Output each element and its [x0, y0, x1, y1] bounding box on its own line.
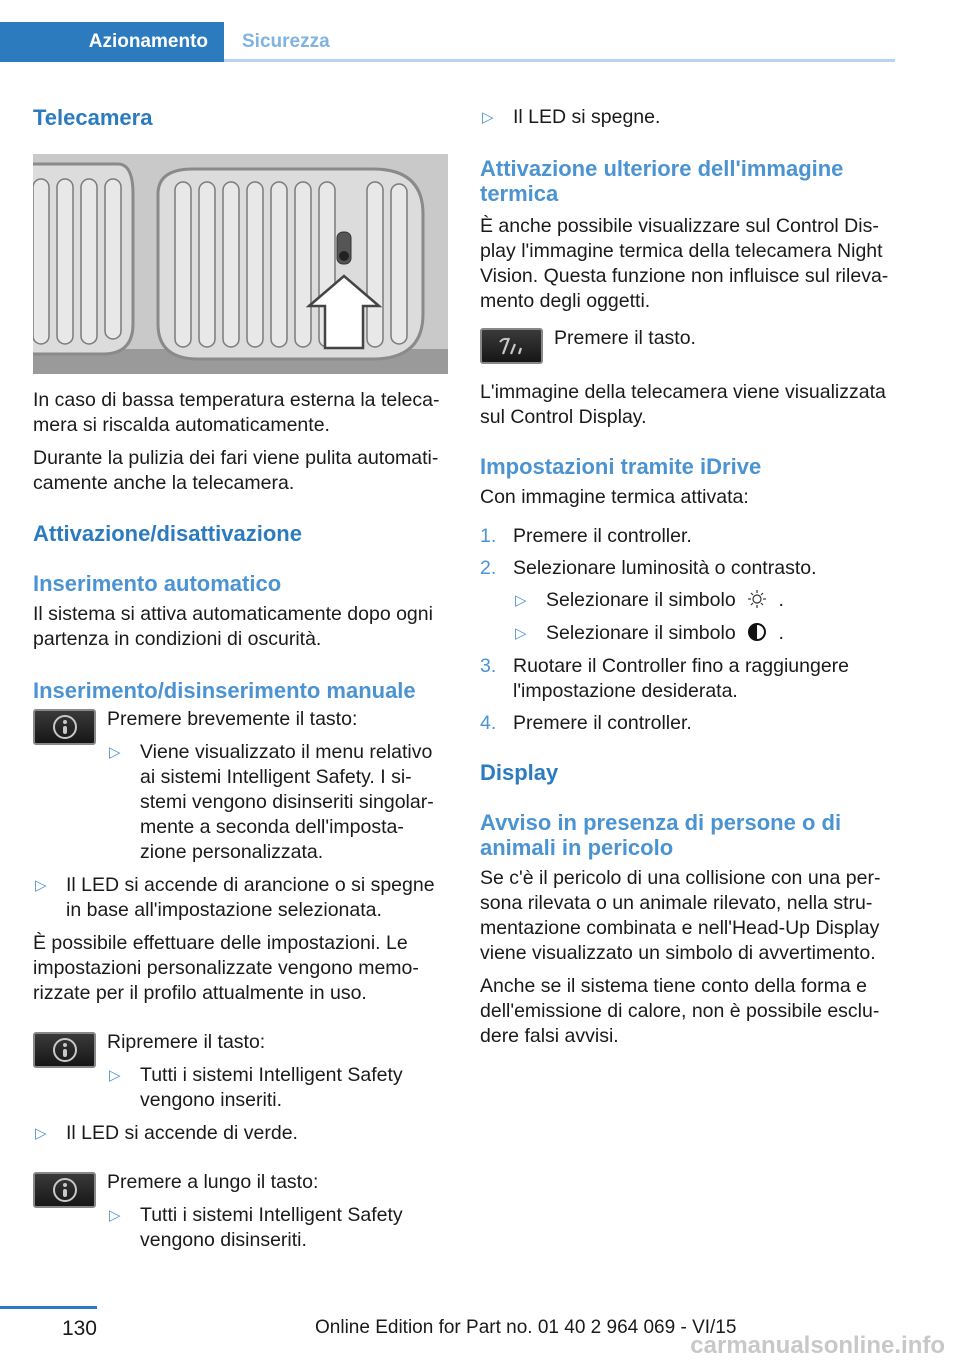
list-item: 3. Ruotare il Controller fino a raggiungere l'impostazione desiderata.	[480, 655, 850, 702]
triangle-right-icon: ▷	[109, 744, 121, 761]
triangle-right-icon: ▷	[482, 109, 494, 126]
heading-idrive: Impostazioni tramite iDrive	[480, 454, 762, 479]
safety-info-icon	[52, 714, 78, 740]
control-block-press-again	[33, 1030, 448, 1121]
paragraph-idrive: Con immagine termica attivata:	[480, 486, 749, 508]
tab-azionamento[interactable]: Azionamento	[0, 22, 224, 62]
press-long-text: Premere a lungo il tasto:	[107, 1171, 319, 1193]
heading-activation: Attivazione/disattivazione	[33, 521, 302, 546]
control-block-long-press	[33, 1170, 448, 1261]
paragraph-camera-heating: In caso di bassa temperatura esterna la teleca‐mera si riscalda automaticamente.	[33, 389, 440, 436]
press-again-text: Ripremere il tasto:	[107, 1031, 266, 1053]
night-vision-icon	[497, 334, 527, 358]
control-block-night-vision	[480, 326, 895, 364]
paragraph-form: Anche se il sistema tiene conto della forma e dell'emissione di calore, non è possibile esclu‐dere falsi avvisi.	[480, 975, 880, 1047]
list-item: ▷ Selezionare il simbolo .	[515, 622, 784, 644]
triangle-right-icon: ▷	[35, 1125, 47, 1142]
night-vision-button[interactable]	[480, 328, 543, 364]
heading-display: Display	[480, 760, 559, 785]
tab-underline	[224, 59, 895, 62]
triangle-right-icon: ▷	[109, 1067, 121, 1084]
triangle-right-icon: ▷	[109, 1207, 121, 1224]
list-item: ▷ Selezionare il simbolo .	[515, 589, 784, 611]
chapter-tabs	[0, 0, 895, 62]
heading-warning: Avviso in presenza di persone o di animali in pericolo	[480, 810, 842, 860]
triangle-right-icon: ▷	[515, 625, 527, 642]
page-number: 130	[61, 1317, 97, 1340]
list-item: ▷ Il LED si spegne.	[482, 106, 661, 128]
heading-further-activation: Attivazione ulteriore dell'immagine termica	[480, 156, 844, 206]
intelligent-safety-button[interactable]	[33, 1032, 96, 1068]
paragraph-auto: Il sistema si attiva automaticamente dopo ogni partenza in condizioni di oscurità.	[33, 603, 433, 650]
list-item: ▷ Il LED si accende di arancione o si spegne in base all'impostazione selezionata.	[35, 874, 435, 921]
list-item: ▷ Tutti i sistemi Intelligent Safety vengono inseriti.	[109, 1064, 403, 1111]
brightness-icon	[745, 590, 769, 608]
heading-manual: Inserimento/disinserimento manuale	[33, 678, 416, 703]
paragraph-camera-cleaning: Durante la pulizia dei fari viene pulita automati‐camente anche la telecamera.	[33, 447, 439, 494]
edition-text: Online Edition for Part no. 01 40 2 964 069 - VI/15	[315, 1317, 737, 1338]
control-block-short-press	[33, 707, 448, 873]
safety-info-icon	[52, 1037, 78, 1063]
triangle-right-icon: ▷	[35, 877, 47, 894]
list-item: ▷ Il LED si accende di verde.	[35, 1122, 298, 1144]
list-item: 2. Selezionare luminosità o contrasto.	[480, 557, 817, 579]
list-item: 4. Premere il controller.	[480, 712, 692, 734]
heading-auto: Inserimento automatico	[33, 571, 282, 596]
paragraph-further: È anche possibile visualizzare sul Control Dis‐play l'immagine termica della telecamera Night Vision. Questa funzione non influisce sul rileva‐mento degli oggetti.	[480, 215, 889, 312]
intelligent-safety-button[interactable]	[33, 709, 96, 745]
camera-grille-illustration	[33, 154, 448, 374]
intelligent-safety-button[interactable]	[33, 1172, 96, 1208]
left-column	[33, 95, 448, 1261]
tab-sicurezza[interactable]: Sicurezza	[242, 31, 330, 52]
paragraph-settings: È possibile effettuare delle impostazioni. Le impostazioni personalizzate vengono memo‐rizzate per il profilo attualmente in uso.	[33, 932, 419, 1004]
heading-telecamera: Telecamera	[33, 105, 153, 130]
list-item: 1. Premere il controller.	[480, 525, 692, 547]
press-key-text: Premere il tasto.	[554, 327, 696, 349]
footer-rule	[0, 1306, 97, 1309]
triangle-right-icon: ▷	[515, 592, 527, 609]
paragraph-warning: Se c'è il pericolo di una collisione con una per‐sona rilevata o un animale rilevato, nella stru‐mentazione combinata e nell'Head-Up Display viene visualizzato un simbolo di avvertimento.	[480, 867, 881, 964]
paragraph-displayed: L'immagine della telecamera viene visualizzata sul Control Display.	[480, 381, 886, 428]
safety-info-icon	[52, 1177, 78, 1203]
list-item: ▷ Viene visualizzato il menu relativo ai sistemi Intelligent Safety. I si‐stemi vengono disinseriti singolar‐mente a seconda dell'imposta‐zione personalizzata.	[109, 741, 434, 863]
watermark: carmanualsonline.info	[690, 1332, 945, 1359]
list-item: ▷ Tutti i sistemi Intelligent Safety vengono disinseriti.	[109, 1204, 403, 1251]
press-short-text: Premere brevemente il tasto:	[107, 708, 358, 730]
right-column	[480, 95, 895, 1057]
grille-drawing	[33, 154, 448, 374]
contrast-icon	[745, 622, 769, 642]
